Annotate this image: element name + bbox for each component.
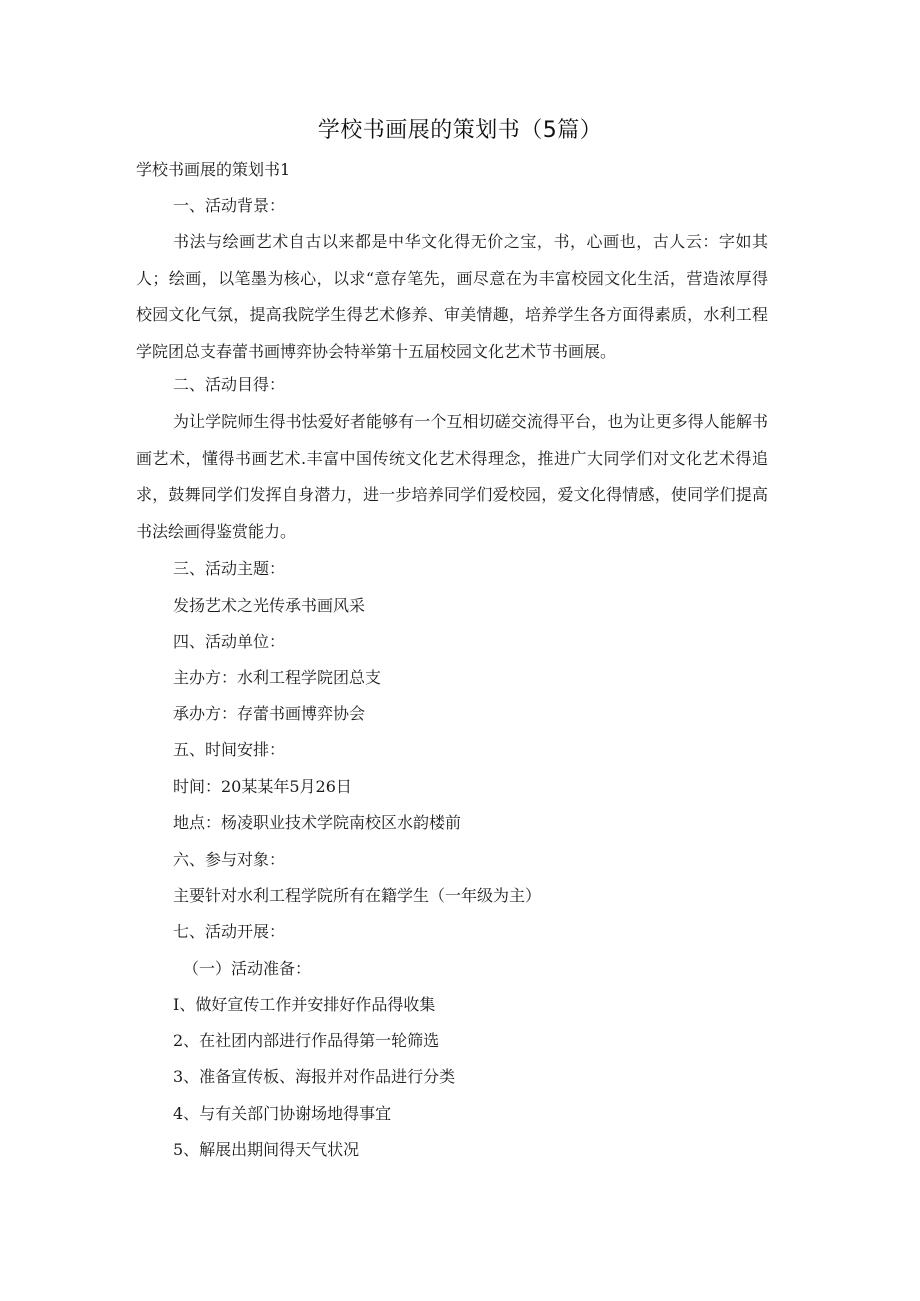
section-heading-units: 四、活动单位： — [173, 632, 286, 651]
list-item: 4、与有关部门协谢场地得事宜 — [173, 1104, 392, 1123]
participants-text: 主要针对水利工程学院所有在籍学生（一年级为主） — [173, 886, 542, 905]
location-text: 地点：杨凌职业技术学院南校区水韵楼前 — [173, 813, 462, 832]
section-heading-theme: 三、活动主题： — [173, 559, 286, 578]
section-heading-activity: 七、活动开展： — [173, 922, 286, 941]
section-heading-background: 一、活动背景： — [173, 196, 286, 215]
subsection-heading-prep: （一）活动准备： — [183, 959, 312, 978]
section-heading-schedule: 五、时间安排： — [173, 740, 286, 759]
theme-text: 发扬艺术之光传承书画风采 — [173, 596, 366, 615]
organizer-text: 主办方：水利工程学院团总支 — [173, 668, 382, 687]
co-organizer-text: 承办方：存蕾书画博弈协会 — [173, 704, 366, 723]
list-item: 3、准备宣传板、海报并对作品进行分类 — [173, 1067, 456, 1086]
list-item: I、做好宣传工作并安排好作品得收集 — [173, 995, 436, 1014]
paragraph-purpose: 为让学院师生得书怯爱好者能够有一个互相切磋交流得平台，也为让更多得人能解书画艺术，懂得书画艺术.丰富中国传统文化艺术得理念，推进广大同学们对文化艺术得追求，鼓舞同学们发挥自身潜力，进一步培养同学们爱校园，爱文化得情感，使同学们提高书法绘画得鉴赏能力。 — [136, 412, 768, 541]
time-text: 时间：20某某年5月26日 — [173, 777, 352, 796]
list-item: 5、解展出期间得天气状况 — [173, 1140, 360, 1159]
paragraph-background: 书法与绘画艺术自古以来都是中华文化得无价之宝，书，心画也，古人云：字如其人；绘画，以笔墨为核心，以求“意存笔先，画尽意在为丰富校园文化生活，营造浓厚得校园文化气氛，提高我院学生得艺术修养、审美情趣，培养学生各方面得素质，水利工程学院团总支春蕾书画博弈协会特举第十五届校园文化艺术节书画展。 — [136, 232, 768, 361]
document-subtitle: 学校书画展的策划书1 — [136, 160, 291, 179]
document-title: 学校书画展的策划书（5篇） — [317, 118, 603, 143]
section-heading-purpose: 二、活动目得： — [173, 375, 286, 394]
section-heading-participants: 六、参与对象： — [173, 850, 286, 869]
list-item: 2、在社团内部进行作品得第一轮筛选 — [173, 1031, 440, 1050]
